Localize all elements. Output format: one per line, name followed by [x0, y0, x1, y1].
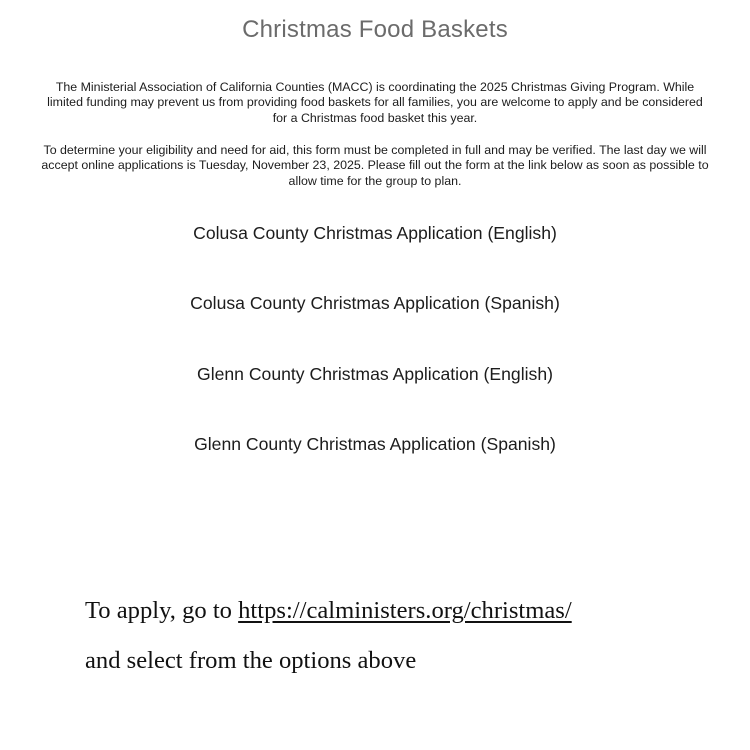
apply-instruction — [85, 597, 572, 625]
colusa-english-application-link[interactable]: Colusa County Christmas Application (English) — [193, 223, 557, 243]
apply-url-link[interactable]: https://calministers.org/christmas/ — [238, 597, 572, 624]
select-options-instruction: and select from the options above — [85, 647, 417, 674]
apply-prefix: To apply, go to — [85, 597, 239, 624]
intro-paragraph-eligibility: To determine your eligibility and need for aid, this form must be completed in full and may be verified. The last day we will accept online applications is Tuesday, November 23, 2025. Please fill out the form at the link below as soon as possible to allow time for the group to plan. — [41, 143, 709, 188]
glenn-english-application-link[interactable]: Glenn County Christmas Application (English) — [197, 364, 553, 384]
intro-paragraph-program: The Ministerial Association of California Counties (MACC) is coordinating the 2025 Christmas Giving Program. While limited funding may prevent us from providing food baskets for all families, you are welcome to apply and be considered for a Christmas food basket this year. — [47, 80, 703, 125]
colusa-spanish-application-link[interactable]: Colusa County Christmas Application (Spanish) — [190, 293, 560, 313]
glenn-spanish-application-link[interactable]: Glenn County Christmas Application (Spanish) — [194, 434, 556, 454]
page-title: Christmas Food Baskets — [242, 16, 508, 43]
